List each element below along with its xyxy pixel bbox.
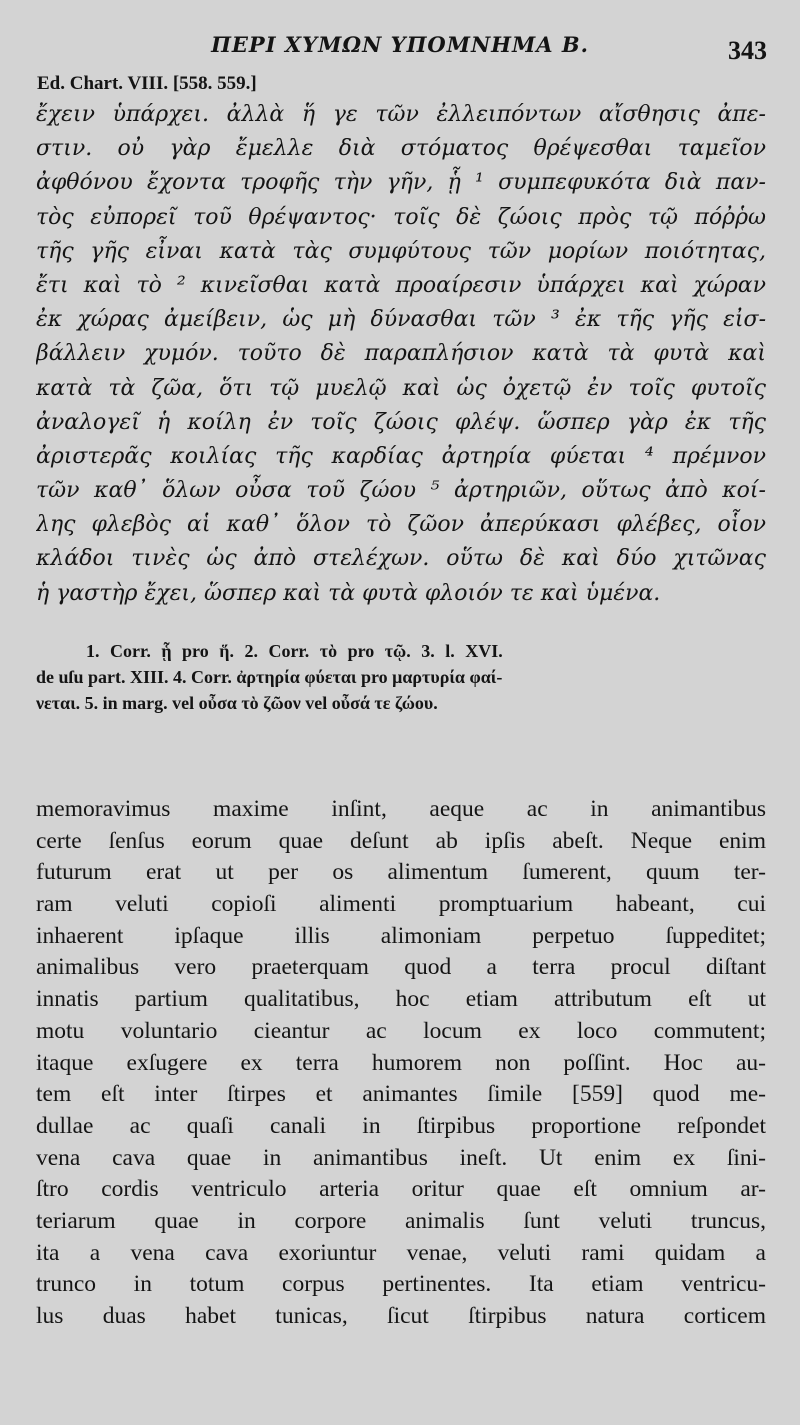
latin-line: animalibus vero praeterquam quod a terra procul diſtant: [36, 954, 766, 981]
greek-line: τῶν καθ᾽ ὅλων οὖσα τοῦ ζώου ⁵ ἀρτηριῶν, οὕτως ἀπὸ κοί-: [36, 478, 766, 504]
greek-line: ἐκ χώρας ἀμείβειν, ὡς μὴ δύνασθαι τῶν ³ ἐκ τῆς γῆς εἰσ-: [36, 307, 766, 333]
greek-line: ἀφθόνου ἔχοντα τροφῆς τὴν γῆν, ᾗ ¹ συμπεφυκότα διὰ παν-: [36, 170, 766, 196]
latin-text-block: [36, 794, 766, 1333]
edition-reference: Ed. Chart. VIII. [558. 559.]: [37, 73, 257, 94]
greek-line: ἔτι καὶ τὸ ² κινεῖσθαι κατὰ προαίρεσιν ὑπάρχει καὶ χώραν: [36, 272, 766, 298]
greek-line: ἀναλογεῖ ἡ κοίλη ἐν τοῖς ζώοις φλέψ. ὥσπερ γὰρ ἐκ τῆς: [36, 409, 766, 435]
latin-line: ita a vena cava exoriuntur venae, veluti rami quidam a: [36, 1239, 766, 1266]
greek-line: τὸς εὐπορεῖ τοῦ θρέψαντος· τοῖς δὲ ζώοις πρὸς τῷ πόῤῥω: [36, 204, 766, 230]
latin-line: ram veluti copioſi alimenti promptuarium habeant, cui: [36, 891, 766, 918]
latin-line: dullae ac quaſi canali in ſtirpibus proportione reſpondet: [36, 1112, 766, 1139]
greek-line: στιν. οὐ γὰρ ἔμελλε διὰ στόματος θρέψεσθαι ταμεῖον: [36, 136, 766, 162]
latin-line: tem eſt inter ſtirpes et animantes ſimile [559] quod me-: [36, 1081, 766, 1108]
greek-line: κλάδοι τινὲς ὡς ἀπὸ στελέχων. οὕτω δὲ καὶ δύο χιτῶνας: [36, 546, 766, 572]
greek-text-block: [36, 98, 766, 611]
latin-line: teriarum quae in corpore animalis ſunt veluti truncus,: [36, 1207, 766, 1234]
latin-line: motu voluntario cieantur ac locum ex loco commutent;: [36, 1017, 766, 1044]
greek-line: λης φλεβὸς αἱ καθ᾽ ὅλον τὸ ζῶον ἀπερύκασι φλέβες, οἷον: [36, 512, 766, 538]
running-title: ΠΕΡΙ ΧΥΜΩΝ ΥΠΟΜΝΗΜΑ Β.: [211, 32, 589, 57]
greek-line: ἔχειν ὑπάρχει. ἀλλὰ ἥ γε τῶν ἐλλειπόντων αἴσθησις ἀπε-: [36, 102, 766, 127]
footnote-line: de uſu part. XIII. 4. Corr. ἀρτηρία φύεται pro μαρτυρία φαί-: [36, 667, 503, 687]
greek-line: ἀριστερᾶς κοιλίας τῆς καρδίας ἀρτηρία φύεται ⁴ πρέμνον: [36, 443, 766, 469]
footnotes: [36, 638, 766, 716]
footnote-line: 1. Corr. ᾗ pro ἥ. 2. Corr. τὸ pro τῷ. 3. l. XVI.: [86, 641, 503, 661]
latin-line: innatis partium qualitatibus, hoc etiam attributum eſt ut: [36, 986, 766, 1013]
greek-line: κατὰ τὰ ζῶα, ὅτι τῷ μυελῷ καὶ ὡς ὀχετῷ ἐν τοῖς φυτοῖς: [36, 375, 766, 401]
greek-line: ἡ γαστὴρ ἔχει, ὥσπερ καὶ τὰ φυτὰ φλοιόν τε καὶ ὑμένα.: [36, 580, 661, 606]
latin-line: itaque exſugere ex terra humorem non poſſint. Hoc au-: [36, 1049, 766, 1076]
latin-line: ſtro cordis ventriculo arteria oritur quae eſt omnium ar-: [36, 1176, 766, 1203]
page-number: 343: [728, 36, 767, 65]
latin-line: memoravimus maxime inſint, aeque ac in animantibus: [36, 796, 766, 822]
latin-line: inhaerent ipſaque illis alimoniam perpetuo ſuppeditet;: [36, 922, 766, 949]
greek-line: τῆς γῆς εἶναι κατὰ τὰς συμφύτους τῶν μορίων ποιότητας,: [36, 238, 766, 264]
latin-line: trunco in totum corpus pertinentes. Ita etiam ventricu-: [36, 1271, 766, 1298]
footnote-line: νεται. 5. in marg. vel οὖσα τὸ ζῶον vel οὖσά τε ζώου.: [36, 693, 438, 713]
latin-line: futurum erat ut per os alimentum ſumerent, quum ter-: [36, 859, 766, 886]
latin-line: vena cava quae in animantibus ineſt. Ut enim ex ſini-: [36, 1144, 766, 1171]
latin-line: certe ſenſus eorum quae deſunt ab ipſis abeſt. Neque enim: [36, 827, 766, 854]
latin-line: lus duas habet tunicas, ſicut ſtirpibus natura corticem: [36, 1303, 766, 1329]
greek-line: βάλλειν χυμόν. τοῦτο δὲ παραπλήσιον κατὰ τὰ φυτὰ καὶ: [36, 341, 766, 367]
